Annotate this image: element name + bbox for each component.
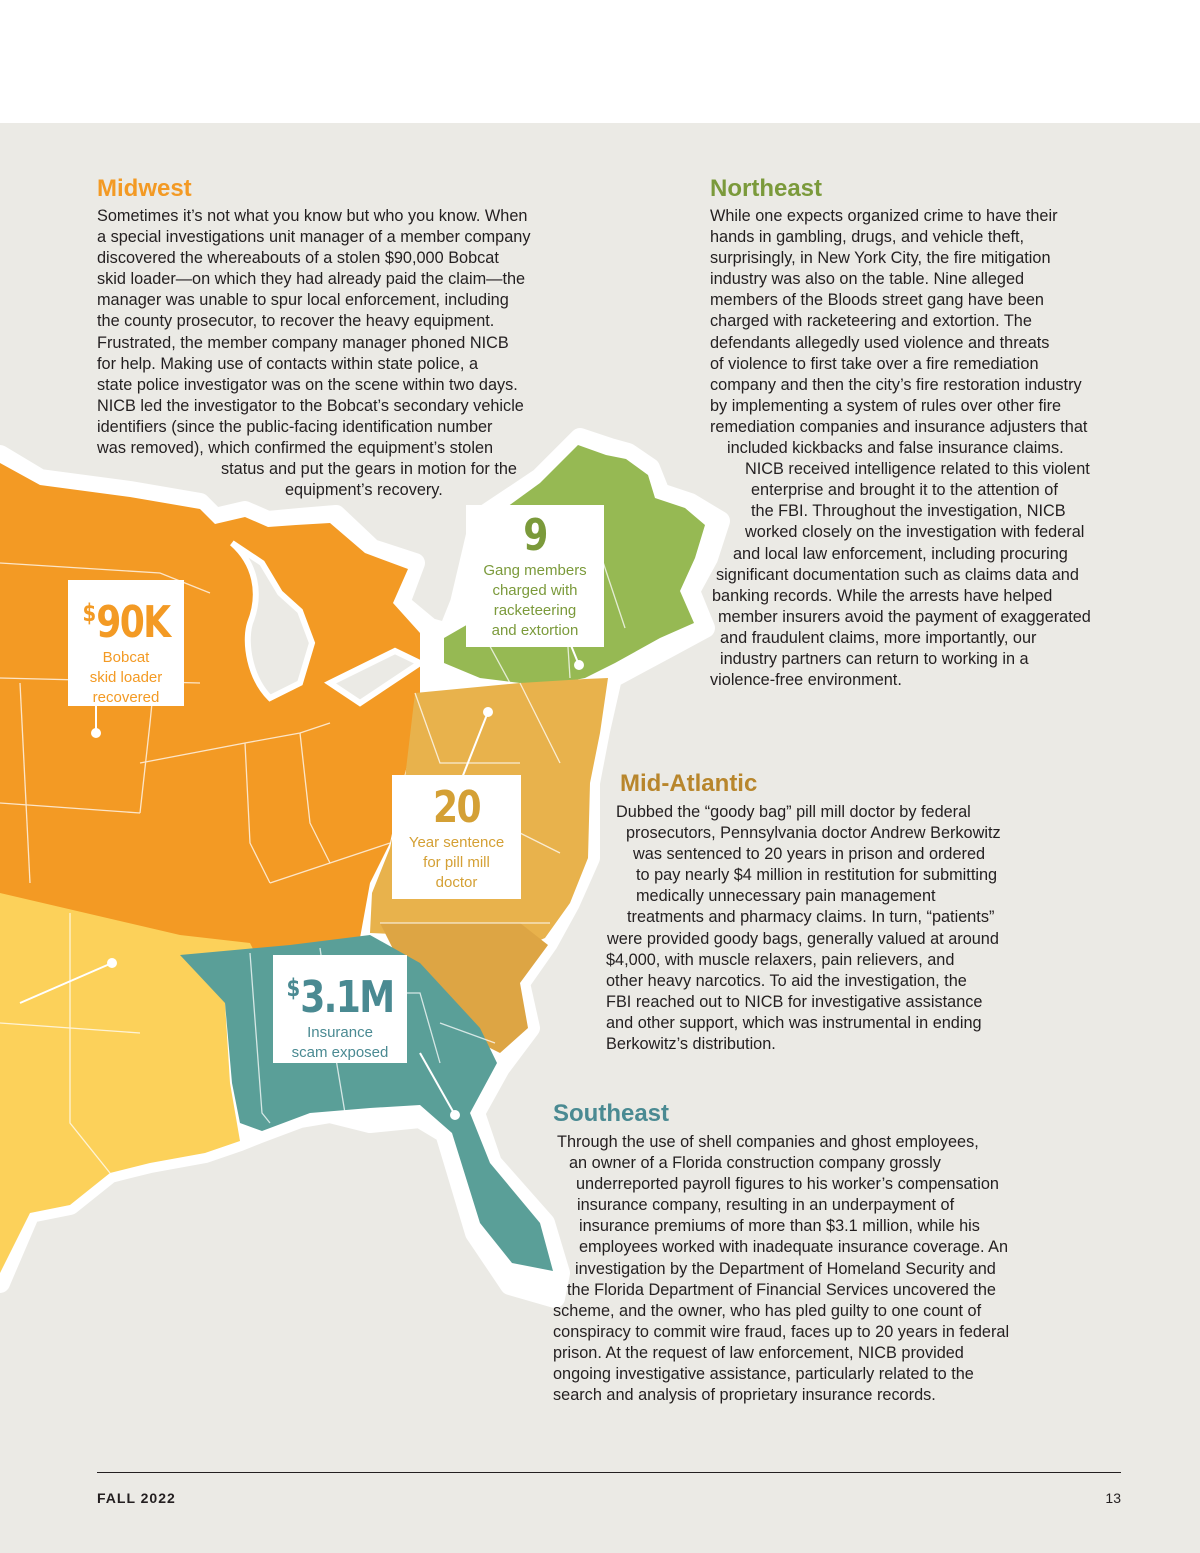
text-line: were provided goody bags, generally valued at around xyxy=(607,929,999,948)
currency-symbol: $ xyxy=(286,974,301,1002)
midwest-body xyxy=(97,206,531,501)
footer-divider xyxy=(97,1472,1121,1473)
text-line: treatments and pharmacy claims. In turn, “patients” xyxy=(627,908,995,927)
text-line: the Florida Department of Financial Services uncovered the xyxy=(567,1280,996,1299)
stat-caption: scam exposed xyxy=(291,1044,389,1061)
text-line: the county prosecutor, to recover the heavy equipment. xyxy=(97,312,495,331)
text-line: $4,000, with muscle relaxers, pain relievers, and xyxy=(606,950,955,969)
text-line: charged with racketeering and extortion. The xyxy=(710,312,1032,331)
stat-caption: Insurance xyxy=(307,1024,373,1041)
stat-value xyxy=(285,963,395,1023)
midwest-stat-box xyxy=(68,580,184,706)
stat-caption: racketeering xyxy=(493,602,577,619)
text-line: hands in gambling, drugs, and vehicle theft, xyxy=(710,228,1025,247)
text-line: remediation companies and insurance adjusters that xyxy=(710,417,1088,436)
stat-caption: Bobcat xyxy=(102,649,150,666)
text-line: was removed), which confirmed the equipment’s stolen xyxy=(97,439,494,458)
text-line: for help. Making use of contacts within state police, a xyxy=(97,354,479,373)
text-line: While one expects organized crime to have their xyxy=(710,207,1058,225)
text-line: company and then the city’s fire restoration industry xyxy=(710,375,1082,394)
text-line: employees worked with inadequate insurance coverage. An xyxy=(579,1238,1009,1257)
northeast-stat-box xyxy=(466,505,604,647)
stat-caption: and extortion xyxy=(491,622,579,639)
text-line: insurance company, resulting in an underpayment of xyxy=(577,1196,955,1215)
text-line: discovered the whereabouts of a stolen $90,000 Bobcat xyxy=(97,249,499,268)
text-line: surprisingly, in New York City, the fire mitigation xyxy=(710,249,1051,268)
text-line: Sometimes it’s not what you know but who you know. When xyxy=(97,207,528,225)
text-line: FBI reached out to NICB for investigative assistance xyxy=(606,992,983,1011)
stat-caption: doctor xyxy=(435,874,478,891)
text-line: manager was unable to spur local enforcement, including xyxy=(97,291,509,310)
text-line: was sentenced to 20 years in prison and ordered xyxy=(633,845,986,864)
text-line: Berkowitz’s distribution. xyxy=(606,1035,776,1054)
currency-symbol: $ xyxy=(82,599,97,627)
stat-caption: Year sentence xyxy=(408,834,505,851)
text-line: ongoing investigative assistance, particularly related to the xyxy=(553,1365,974,1384)
text-line: of violence to first take over a fire remediation xyxy=(710,354,1039,373)
text-line: worked closely on the investigation with federal xyxy=(745,523,1085,542)
text-line: banking records. While the arrests have helped xyxy=(712,586,1053,605)
issue-label: FALL 2022 xyxy=(97,1490,176,1506)
text-line: and fraudulent claims, more importantly, our xyxy=(720,628,1037,647)
midatlantic-heading: Mid-Atlantic xyxy=(620,770,758,797)
text-line: an owner of a Florida construction company grossly xyxy=(569,1154,941,1173)
text-line: the FBI. Throughout the investigation, NICB xyxy=(751,502,1066,521)
southeast-heading: Southeast xyxy=(553,1100,670,1127)
text-line: industry partners can return to working in a xyxy=(720,649,1029,668)
stat-caption: charged with xyxy=(492,582,578,599)
text-line: equipment’s recovery. xyxy=(285,481,443,500)
text-line: NICB led the investigator to the Bobcat’s secondary vehicle xyxy=(97,396,524,415)
text-line: defendants allegedly used violence and threats xyxy=(710,333,1050,352)
stat-caption: skid loader xyxy=(89,669,163,686)
text-line: and local law enforcement, including procuring xyxy=(733,544,1068,563)
text-line: Dubbed the “goody bag” pill mill doctor by federal xyxy=(616,803,971,821)
northeast-heading: Northeast xyxy=(710,175,823,202)
stat-caption: for pill mill xyxy=(423,854,490,871)
text-line: conspiracy to commit wire fraud, faces up to 20 years in federal xyxy=(553,1322,1010,1341)
text-line: other heavy narcotics. To aid the investigation, the xyxy=(606,971,967,990)
text-line: state police investigator was on the scene within two days. xyxy=(97,375,518,394)
midatlantic-body xyxy=(606,802,1001,1055)
text-line: enterprise and brought it to the attention of xyxy=(751,481,1058,500)
text-line: search and analysis of proprietary insurance records. xyxy=(553,1386,936,1405)
text-line: Through the use of shell companies and ghost employees, xyxy=(557,1133,979,1151)
page-number: 13 xyxy=(1105,1490,1121,1506)
text-line: industry was also on the table. Nine alleged xyxy=(710,270,1025,289)
stat-value: 9 xyxy=(523,510,547,561)
stat-number: 90K xyxy=(96,597,170,648)
text-line: underreported payroll figures to his worker’s compensation xyxy=(576,1175,999,1194)
text-line: prison. At the request of law enforcement, NICB provided xyxy=(553,1343,964,1362)
stat-caption: Gang members xyxy=(483,562,587,579)
text-line: NICB received intelligence related to this violent xyxy=(745,460,1090,479)
text-line: and other support, which was instrumental in ending xyxy=(606,1013,982,1032)
text-line: status and put the gears in motion for the xyxy=(221,460,517,479)
text-line: member insurers avoid the payment of exaggerated xyxy=(718,607,1091,626)
stat-number: 3.1M xyxy=(300,972,394,1023)
southeast-stat-box xyxy=(273,955,407,1063)
southeast-body xyxy=(553,1132,1009,1406)
stat-value xyxy=(78,588,173,648)
text-line: a special investigations unit manager of a member company xyxy=(97,228,531,247)
midwest-heading: Midwest xyxy=(97,175,192,202)
text-line: insurance premiums of more than $3.1 million, while his xyxy=(579,1217,980,1236)
stat-value: 20 xyxy=(433,782,480,833)
text-line: Frustrated, the member company manager phoned NICB xyxy=(97,333,509,352)
midatlantic-stat-box xyxy=(392,775,521,899)
text-line: to pay nearly $4 million in restitution for submitting xyxy=(636,866,998,885)
text-line: included kickbacks and false insurance claims. xyxy=(727,439,1064,458)
text-line: by implementing a system of rules over other fire xyxy=(710,396,1062,415)
text-line: skid loader—on which they had already paid the claim—the xyxy=(97,270,526,289)
text-line: significant documentation such as claims data and xyxy=(716,565,1079,584)
text-line: prosecutors, Pennsylvania doctor Andrew Berkowitz xyxy=(626,824,1001,843)
stat-caption: recovered xyxy=(92,689,160,706)
text-line: violence-free environment. xyxy=(710,671,902,690)
text-line: members of the Bloods street gang have been xyxy=(710,291,1044,310)
text-line: scheme, and the owner, who has pled guilty to one count of xyxy=(553,1301,982,1320)
northeast-body xyxy=(710,206,1091,691)
text-line: investigation by the Department of Homeland Security and xyxy=(575,1259,996,1278)
text-line: medically unnecessary pain management xyxy=(636,887,936,906)
text-line: identifiers (since the public-facing identification number xyxy=(97,417,493,436)
